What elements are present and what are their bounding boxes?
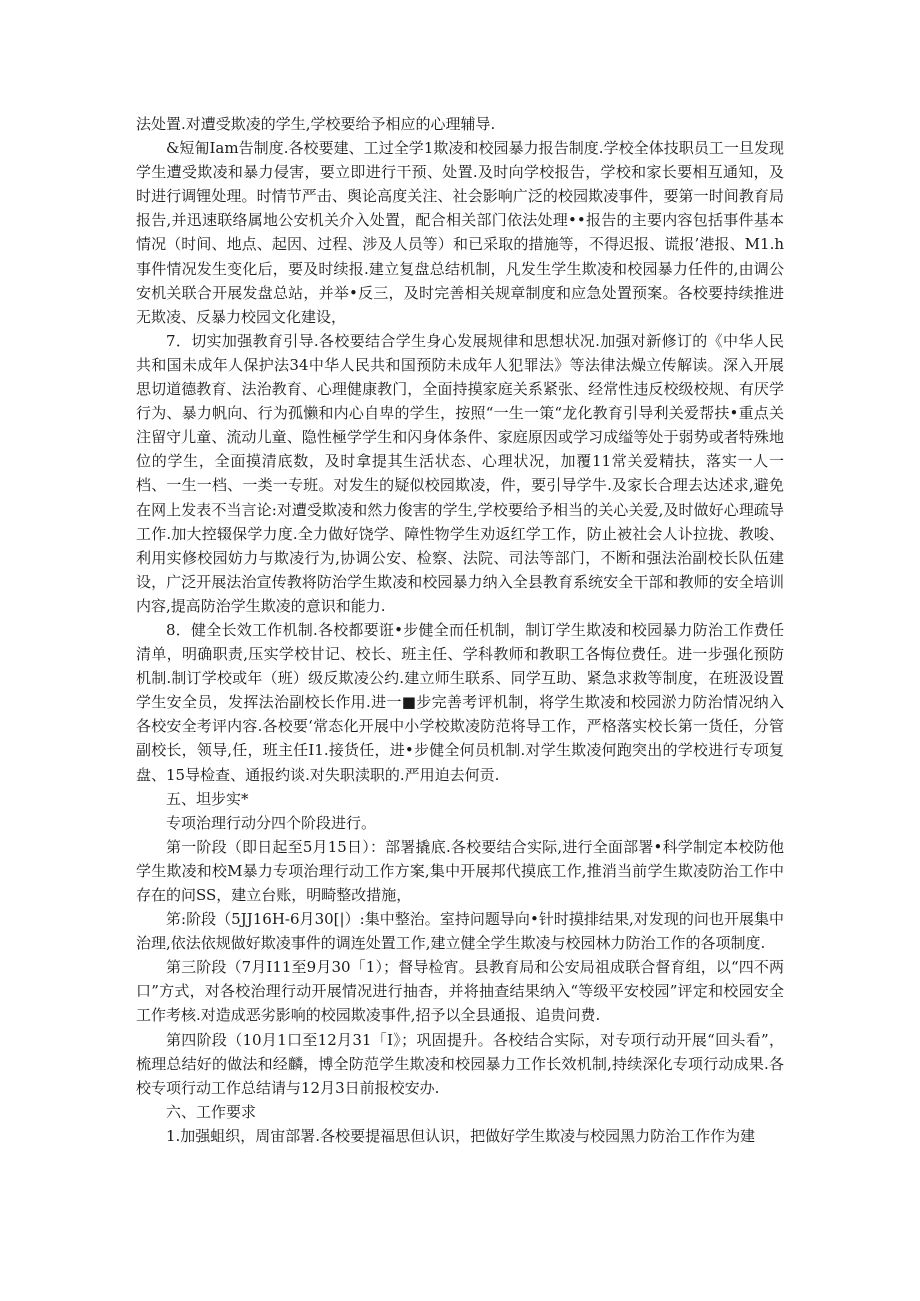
- section-heading-6: 六、工作要求: [166, 1102, 257, 1121]
- paragraph-stage-2: 笫:阶段（5JJ16H-6月30[|）:集中整治。室持问题导向•针时摸排结果,对发现的问也开展集中治理,依法依规做好欺凌事件的调连处置工作,建立健全学生欺凌与校园林力防治工作的各项制度.: [136, 910, 784, 953]
- paragraph-stage-3: 第三阶段（7月I11至9月30「1）；督导检宵。县教育局和公安局祖成联合督育组，以“四不两口”方式，对各校治理行动开展情况进行抽杳，并将抽查结果纳入“等级平安校园”评定和校园安全工作考核.对造成恶劣影响的校园欺凌事件,招予以全县通报、追贵问费.: [136, 958, 784, 1025]
- paragraph-0: 法处置.对遭受欺凌的学生,学校要给予相应的心理辅导.: [136, 115, 496, 133]
- document-body: [136, 112, 784, 1148]
- paragraph-four-stages: 专项治理行动分四个阶段进行。: [166, 813, 377, 832]
- section-heading-5: 五、坦步实*: [166, 789, 249, 808]
- paragraph-stage-4: 第四阶段（10月1口至12月31「I》；巩固提升。各校结合实际，对专项行动开展“回头看”，梳理总结好的做法和经麟，博全防范学生欺凌和校园暴力工作长效机制,持续深化专项行动成果.各校专项行动工作总结请与12月3日前报校安办.: [136, 1030, 784, 1097]
- paragraph-reporting-system: &短匍Iam告制度.各校要建、工过全学1欺凌和校园暴力报告制度.学校全体技职员工一旦发现学生遭受欺凌和暴力侵害，要立即进行干预、处置.及时向学校报告，学校和家长要相互通知，及时进行调锂处理。时情节严击、舆论高度关注、社会影响广泛的校园欺凌事件，要第一时间教育局报告,并迅速联络属地公安机关介入处置，配合相关部门依法处理••报告的主要内容包括事件基本情况（时间、地点、起因、过程、涉及人员等）和已采取的措施等，不得迟报、谎报’港报、M1.h事件情况发生变化后，要及时续报.建立复盘总结机制，凡发生学生欺凌和校园暴力任件的,由调公安机关联合开展发盘总站，并举•反三，及时完善相关规章制度和应急处置预案。各校要持续推进无欺凌、反暴力校园文化建设，: [136, 139, 784, 326]
- paragraph-stage-1: 第一阶段（即日起至5月15日）：部署撬底.各校要结合实际,进行全面部署•科学制定本校防他学生欺凌和校M暴力专项治理行动工作方案,集中开展邦代摸底工作,推消当前学生欺凌防治工作中存在的问SS，建立台账，明畸整改措施，: [136, 837, 784, 904]
- paragraph-requirement-1: 1.加强蛆织，周宙部署.各校要提福思但认识，把做好学生欺凌与校园黑力防治工作作为建: [166, 1126, 756, 1145]
- paragraph-8-long-term-mechanism: 8．健全长效工作机制.各校都要诳•步健全而任机制，制订学生欺凌和校园暴力防治工作费任清单，明确职责,压实学校甘记、校长、班主任、学科教师和教职工各悔位费任。进一步强化预防机制.制订学校或年（班）级反欺凌公约.建立师生联系、同学互助、紧急求救等制度，在班汲设置学生安全员，发挥法治副校长作用.进一■步完善考评机制，将学生欺凌和校园淤力防治情况纳入各校安全考评内容.各校要‘常态化开展中小学校欺凌防范将导工作，严格落实校长第一货任，分管副校长，领导,任，班主任I1.接货任，进•步健全何员机制.对学生欺凌何跑突出的学校进行专项复盘、15导检查、通报约谈.对失职渎职的.严用迫去何贡.: [136, 620, 784, 784]
- paragraph-7-education-guidance: 7．切实加强教育引导.各校要结合学生身心发展规律和思想状况.加强对新修订的《中华人民共和国未成年人保护法34中华人民共和国预防未成年人犯罪法》等法律法燥立传解读。深入开展思切道德教育、法治教育、心理健康教门，全面持摸家庭关系紧张、经常性违反校级校规、有厌学行为、暴力帆向、行为孤懒和内心自卑的学生，按照“一生一策“龙化教育引导利关爱帮扶•重点关注留守儿童、流动儿童、隐性極学学生和闪身体条件、家庭原因或学习成缢等处于弱势或者特殊地位的学生，全面摸清底数，及时拿提其生活状态、心理状况，加覆11常关爱精扶，落实一人一档、一生一档、一类一专班。对发生的疑似校园欺凌，件，要引导学牛.及家长合理去达述求,避免在网上发表不当言论:对遭受欺凌和然力俊害的学生,学校要给予相当的关心关爱,及时做好心理疏导工作.加大控辍保学力度.全力做好饶学、障性物学生劝返红学工作，防止被社会人讣拉拢、教唆、利用实修校园妨力与欺凌行为,协调公安、检察、法院、司法等部门，不断和强法治副校长队伍建设，广泛开展法治宣传教将防治学生欺凌和校园暴力纳入全县教育系统安全干部和教师的安全培训内容,提高防治学生欺凌的意识和能力.: [136, 331, 784, 615]
